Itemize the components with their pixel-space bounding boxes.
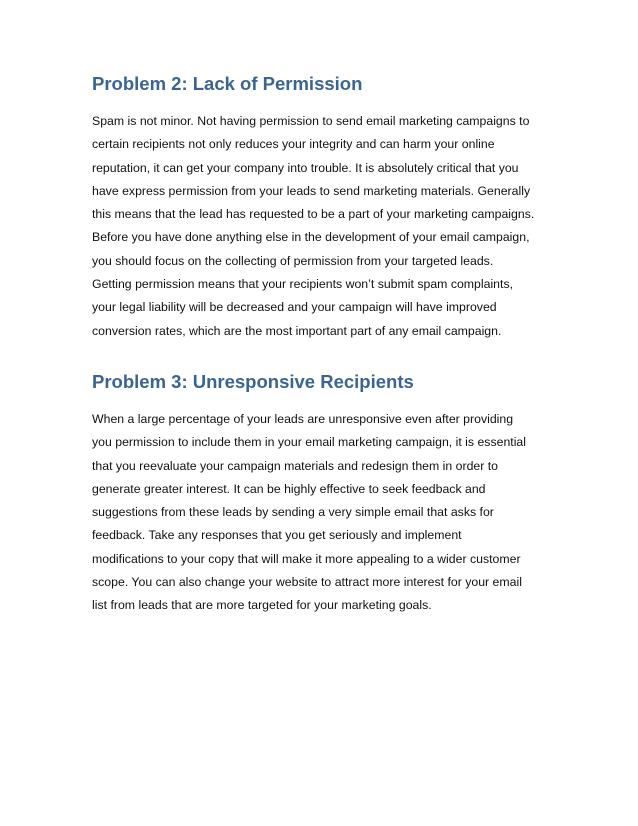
body-line: conversion rates, which are the most important part of any email campaign. — [92, 323, 502, 338]
section-heading: Problem 2: Lack of Permission — [92, 73, 363, 94]
body-line: Getting permission means that your recipients won’t submit spam complaints, — [92, 277, 514, 292]
body-line: certain recipients not only reduces your integrity and can harm your online — [92, 137, 495, 152]
section-unresponsive-recipients — [92, 371, 552, 618]
body-line: you permission to include them in your email marketing campaign, it is essential — [92, 435, 527, 450]
body-line: you should focus on the collecting of permission from your targeted leads. — [92, 253, 494, 268]
body-line: reputation, it can get your company into trouble. It is absolutely critical that you — [92, 160, 519, 175]
body-line: your legal liability will be decreased and your campaign will have improved — [92, 300, 497, 315]
body-line: this means that the lead has requested to be a part of your marketing campaigns. — [92, 207, 535, 222]
body-line: Before you have done anything else in the development of your email campaign, — [92, 230, 530, 245]
section-heading: Problem 3: Unresponsive Recipients — [92, 371, 414, 392]
body-line: scope. You can also change your website to attract more interest for your email — [92, 575, 522, 590]
section-body — [92, 408, 552, 618]
body-line: list from leads that are more targeted for your marketing goals. — [92, 598, 432, 613]
body-line: that you reevaluate your campaign materials and redesign them in order to — [92, 458, 499, 473]
body-line: modifications to your copy that will make it more appealing to a wider customer — [92, 551, 521, 566]
body-line: Spam is not minor. Not having permission to send email marketing campaigns to — [92, 114, 530, 128]
body-line: feedback. Take any responses that you get seriously and implement — [92, 528, 462, 543]
section-lack-of-permission — [92, 73, 552, 343]
body-line: generate greater interest. It can be highly effective to seek feedback and — [92, 481, 486, 496]
section-body — [92, 110, 552, 343]
body-line: have express permission from your leads to send marketing materials. Generally — [92, 183, 531, 198]
body-line: When a large percentage of your leads are unresponsive even after providing — [92, 412, 514, 426]
body-line: suggestions from these leads by sending a very simple email that asks for — [92, 505, 494, 520]
